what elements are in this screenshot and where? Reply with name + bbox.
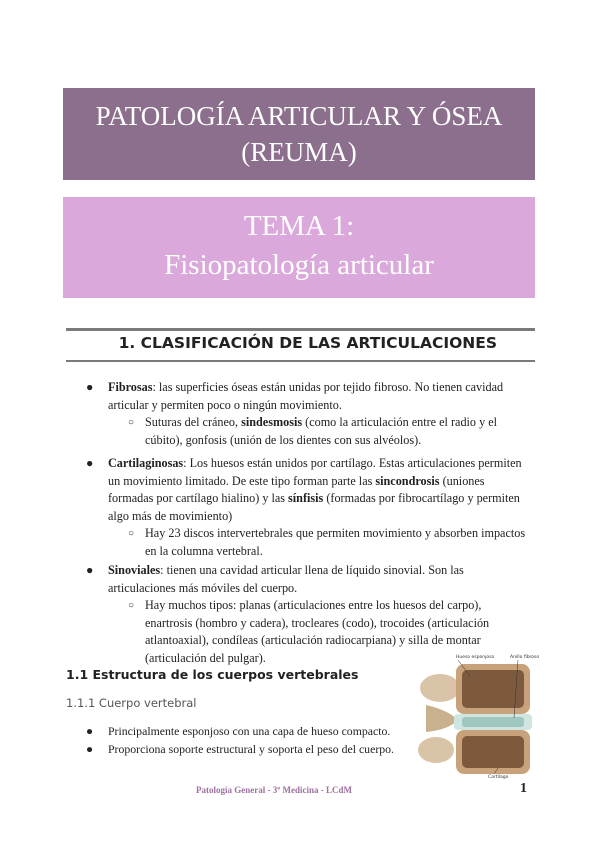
section-rule-top [66,328,535,331]
item-text: Principalmente esponjoso con una capa de hueso compacto. [108,724,391,738]
bullet-icon: ● [86,563,94,577]
list-item-fibrosas [86,379,526,449]
circle-bullet-icon: ○ [128,600,135,611]
sub-text: Suturas del cráneo, [145,415,242,429]
term-sincondrosis: sincondrosis [375,473,440,488]
subsubsection-heading: 1.1.1 Cuerpo vertebral [66,696,197,710]
figure-label-top-right: Anillo fibroso [510,655,540,660]
course-title-line1: PATOLOGÍA ARTICULAR Y ÓSEA [95,101,503,131]
vertebra-illustration [418,650,542,780]
term-sinfisis: sínfisis [288,491,324,505]
bullet-icon: ● [86,380,94,394]
page-footer: Patología General - 3º Medicina - LCdM [196,785,352,795]
sub-text: Hay muchos tipos: planas (articulaciones entre los huesos del carpo), enartrosis (hombro y cadera), trocleares (codo), trocoides (articulación atlantoaxial), condíleas (articulación radiocarpiana) y silla de montar (articulación del pulgar). [145,598,490,665]
topic-title: Fisiopatología articular [164,249,434,281]
figure-label-bottom: Cartílago [488,775,509,780]
circle-bullet-icon: ○ [128,417,135,428]
section-heading: 1. CLASIFICACIÓN DE LAS ARTICULACIONES [118,334,497,352]
page-number: 1 [520,781,527,796]
sublist-item [108,414,526,449]
fibrosas-text: : las superficies óseas están unidas por tejido fibroso. No tienen cavidad articular y permiten poco o ningún movimiento. [108,380,504,412]
vertebral-body-list [86,723,416,758]
cartilaginosas-text: (formadas por fibrocartílago y permiten algo más de movimiento) [108,491,520,523]
bullet-icon: ● [86,741,94,756]
term-cartilaginosas: Cartilaginosas [108,456,184,470]
bullet-icon: ● [86,456,94,470]
course-title-banner [63,88,535,180]
list-item [86,741,416,759]
fibrosas-sublist [108,414,526,449]
circle-bullet-icon: ○ [128,528,135,539]
sublist-item [108,525,526,560]
term-fibrosas: Fibrosas [108,380,153,394]
cartilaginosas-text: : Los huesos están unidos por cartílago. Estas articulaciones permiten un movimiento limitado. De este tipo forman parte las [108,456,522,488]
bullet-icon: ● [86,724,94,738]
list-item-cartilaginosas [86,455,526,560]
section-rule-bottom [66,360,535,362]
course-title-line2: (REUMA) [241,137,357,167]
subsection-heading: 1.1 Estructura de los cuerpos vertebrales [66,667,359,682]
topic-title-banner [63,197,535,298]
figure-label-top-left: Hueso esponjoso [456,655,495,660]
list-item [86,723,416,741]
item-text: Proporciona soporte estructural y soporta el peso del cuerpo. [108,741,394,756]
sinoviales-text: : tienen una cavidad articular llena de líquido sinovial. Son las articulaciones más móviles del cuerpo. [108,563,464,595]
term-sindesmosis: sindesmosis [241,415,303,429]
sub-text: (como la articulación entre el radio y el cúbito), gonfosis (unión de los dientes con sus alvéolos). [145,415,498,447]
topic-number: TEMA 1: [243,210,355,242]
cartilaginosas-sublist [108,525,526,560]
sub-text: Hay 23 discos intervertebrales que permiten movimiento y absorben impactos en la columna vertebral. [145,526,526,558]
cartilaginosas-text: (uniones formadas por cartílago hialino) y las [108,473,485,505]
term-sinoviales: Sinoviales [108,563,161,577]
classification-list [86,379,526,449]
classification-list-2 [86,455,526,560]
